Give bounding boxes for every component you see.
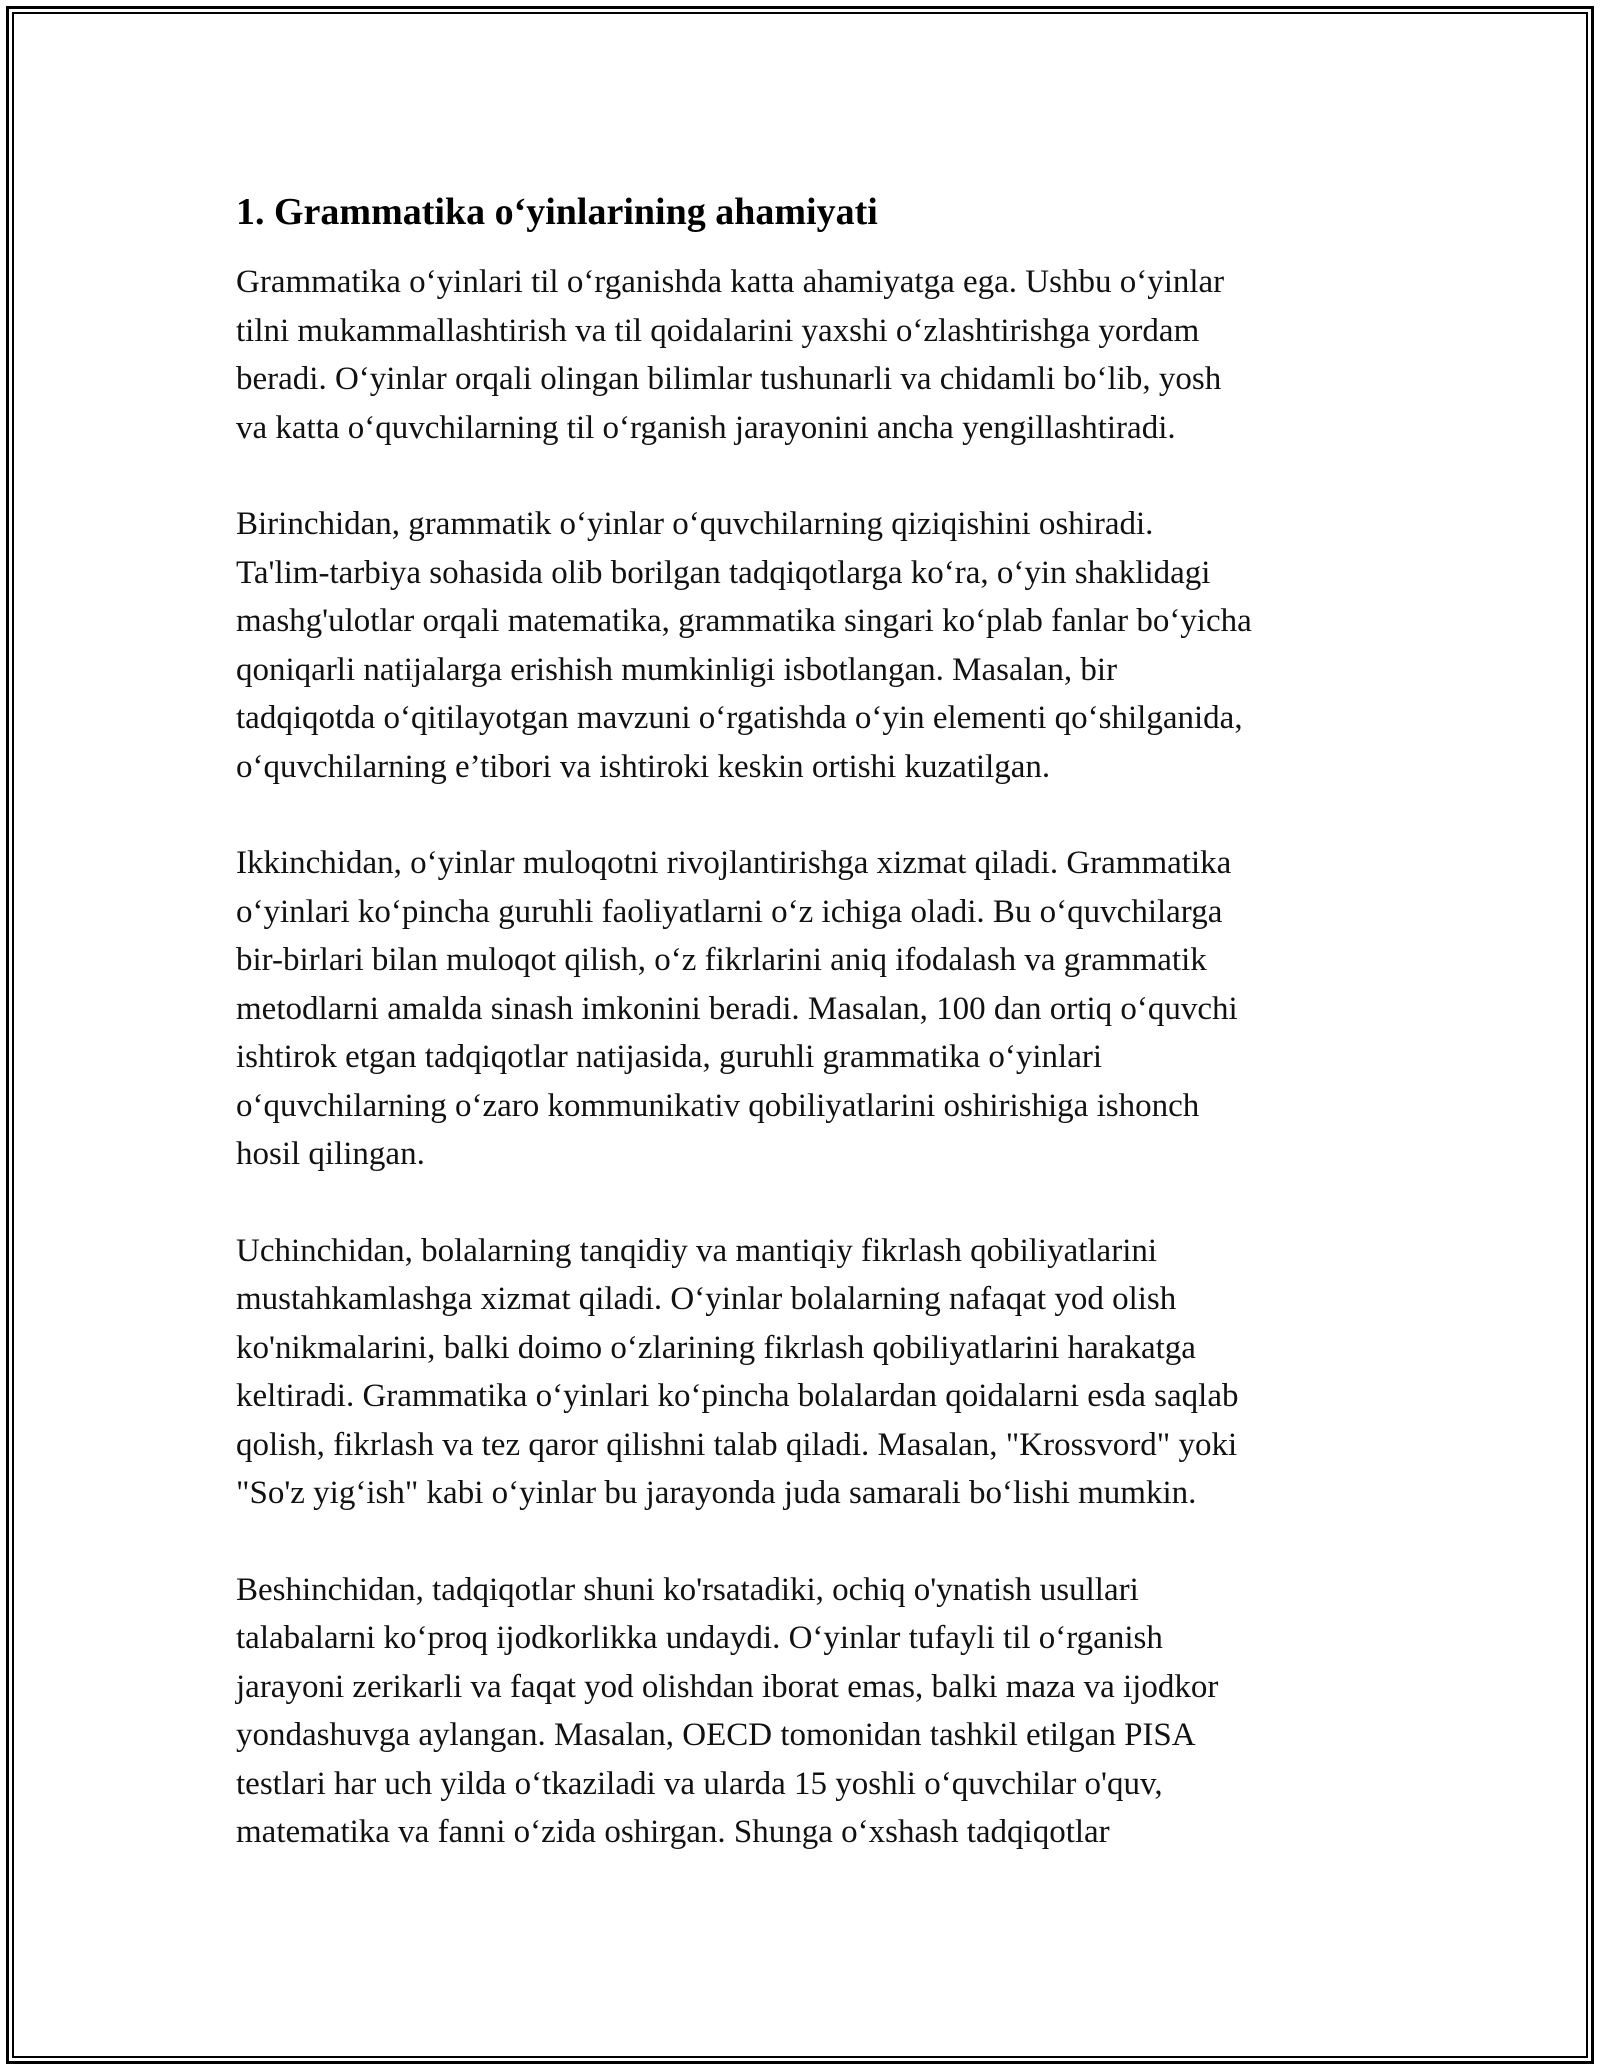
text-line: o‘yinlari ko‘pincha guruhli faoliyatlarni o‘z ichiga oladi. Bu o‘quvchilarga (236, 893, 1223, 930)
text-line: ko'nikmalarini, balki doimo o‘zlarining fikrlash qobiliyatlarini harakatga (236, 1329, 1196, 1366)
text-line: hosil qilingan. (236, 1136, 425, 1172)
text-line: bir-birlari bilan muloqot qilish, o‘z fikrlarini aniq ifodalash va grammatik (236, 942, 1207, 978)
text-line: tilni mukammallashtirish va til qoidalarini yaxshi o‘zlashtirishga yordam (236, 312, 1200, 349)
text-line: jarayoni zerikarli va faqat yod olishdan iborat emas, balki maza va ijodkor (236, 1668, 1219, 1705)
paragraph-third (236, 1227, 1416, 1518)
text-line: yondashuvga aylangan. Masalan, OECD tomonidan tashkil etilgan PISA (236, 1717, 1196, 1753)
text-line: Ikkinchidan, o‘yinlar muloqotni rivojlantirishga xizmat qiladi. Grammatika (236, 845, 1232, 881)
text-line: tadqiqotda o‘qitilayotgan mavzuni o‘rgatishda o‘yin elementi qo‘shilganida, (236, 700, 1243, 736)
text-line: Grammatika o‘yinlari til o‘rganishda katta ahamiyatga ega. Ushbu o‘yinlar (236, 264, 1225, 300)
text-line: qolish, fikrlash va tez qaror qilishni talab qiladi. Masalan, "Krossvord" yoki (236, 1426, 1238, 1463)
paragraph-fifth (236, 1566, 1416, 1857)
text-line: o‘quvchilarning e’tibori va ishtiroki keskin ortishi kuzatilgan. (236, 748, 1051, 785)
section-heading: 1. Grammatika o‘yinlarining ahamiyati (236, 191, 878, 233)
text-line: matematika va fanni o‘zida oshirgan. Shunga o‘xshash tadqiqotlar (236, 1814, 1110, 1850)
text-line: Uchinchidan, bolalarning tanqidiy va mantiqiy fikrlash qobiliyatlarini (236, 1232, 1158, 1269)
text-line: metodlarni amalda sinash imkonini beradi. Masalan, 100 dan ortiq o‘quvchi (236, 990, 1238, 1027)
text-line: mustahkamlashga xizmat qiladi. O‘yinlar bolalarning nafaqat yod olish (236, 1281, 1177, 1317)
text-line: va katta o‘quvchilarning til o‘rganish jarayonini ancha yengillashtiradi. (236, 409, 1176, 446)
text-line: keltiradi. Grammatika o‘yinlari ko‘pincha bolalardan qoidalarni esda saqlab (236, 1378, 1239, 1414)
text-line: ishtirok etgan tadqiqotlar natijasida, guruhli grammatika o‘yinlari (236, 1039, 1103, 1075)
text-line: Birinchidan, grammatik o‘yinlar o‘quvchilarning qiziqishini oshiradi. (236, 506, 1154, 542)
paragraph-first (236, 500, 1416, 791)
text-line: Beshinchidan, tadqiqotlar shuni ko'rsatadiki, ochiq o'ynatish usullari (236, 1571, 1139, 1608)
paragraph-importance (236, 258, 1416, 452)
text-line: beradi. O‘yinlar orqali olingan bilimlar tushunarli va chidamli bo‘lib, yosh (236, 361, 1222, 397)
paragraph-second (236, 839, 1416, 1179)
document-body (236, 188, 1416, 1905)
text-line: o‘quvchilarning o‘zaro kommunikativ qobiliyatlarini oshirishiga ishonch (236, 1087, 1200, 1124)
text-line: talabalarni ko‘proq ijodkorlikka undaydi. O‘yinlar tufayli til o‘rganish (236, 1620, 1163, 1656)
text-line: testlari har uch yilda o‘tkaziladi va ularda 15 yoshli o‘quvchilar o'quv, (236, 1765, 1163, 1802)
text-line: "So'z yig‘ish" kabi o‘yinlar bu jarayonda juda samarali bo‘lishi mumkin. (236, 1475, 1197, 1511)
text-line: qoniqarli natijalarga erishish mumkinligi isbotlangan. Masalan, bir (236, 651, 1118, 688)
text-line: mashg'ulotlar orqali matematika, grammatika singari ko‘plab fanlar bo‘yicha (236, 603, 1252, 639)
text-line: Ta'lim-tarbiya sohasida olib borilgan tadqiqotlarga ko‘ra, o‘yin shaklidagi (236, 554, 1211, 591)
